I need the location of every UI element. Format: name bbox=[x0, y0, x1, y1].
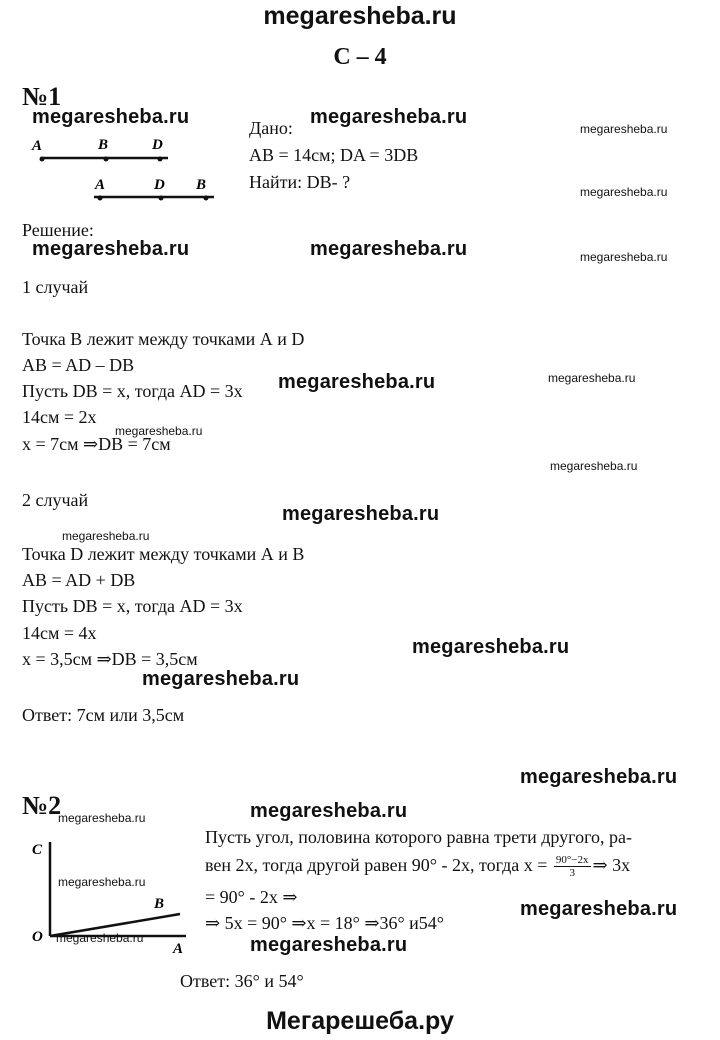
watermark: megaresheba.ru bbox=[62, 529, 150, 543]
case2-line: x = 3,5см ⇒DB = 3,5см bbox=[22, 649, 198, 669]
task1-answer: Ответ: 7см или 3,5см bbox=[22, 705, 185, 725]
watermark: megaresheba.ru bbox=[250, 934, 408, 956]
case1-line: 14см = 2x bbox=[22, 407, 97, 427]
watermark: megaresheba.ru bbox=[550, 459, 638, 473]
case1-line: Точка В лежит между точками А и D bbox=[22, 329, 305, 349]
case2-line: Точка D лежит между точками А и В bbox=[22, 544, 305, 564]
point-a1 bbox=[40, 157, 45, 162]
watermark: megaresheba.ru bbox=[56, 931, 144, 945]
watermark: megaresheba.ru bbox=[520, 766, 678, 788]
watermark: megaresheba.ru bbox=[580, 185, 668, 199]
watermark: megaresheba.ru bbox=[282, 503, 440, 525]
point-d2 bbox=[159, 196, 164, 201]
find-text: Найти: DB- ? bbox=[249, 172, 351, 192]
case1-line: Пусть DB = x, тогда AD = 3x bbox=[22, 381, 243, 401]
task2-line-2-text: вен 2x, тогда другой равен 90° - 2x, тогда x = bbox=[205, 855, 548, 875]
point-b2 bbox=[204, 196, 209, 201]
task2-answer: Ответ: 36° и 54° bbox=[180, 971, 304, 991]
section-title: С – 4 bbox=[333, 44, 387, 70]
case2-line: Пусть DB = x, тогда AD = 3x bbox=[22, 596, 243, 616]
case1-title: 1 случай bbox=[22, 277, 89, 297]
fraction-numerator: 90°−2x bbox=[555, 854, 589, 867]
watermark: megaresheba.ru bbox=[310, 106, 468, 128]
given-label: Дано: bbox=[249, 118, 293, 138]
case2-title: 2 случай bbox=[22, 490, 89, 510]
watermark: megaresheba.ru bbox=[58, 875, 146, 889]
watermark: megaresheba.ru bbox=[548, 371, 636, 385]
case1-line: AB = AD – DB bbox=[22, 355, 135, 375]
label-o: O bbox=[32, 929, 43, 945]
case1-line: x = 7см ⇒DB = 7см bbox=[22, 434, 171, 454]
task2-line-2-tail: ⇒ 3x bbox=[592, 855, 631, 875]
task1-figure bbox=[28, 134, 228, 204]
watermark: megaresheba.ru bbox=[310, 238, 468, 260]
solution-label: Решение: bbox=[22, 220, 94, 240]
label-d2: D bbox=[154, 177, 165, 193]
watermark: megaresheba.ru bbox=[32, 106, 190, 128]
footer-site: Мегарешеба.ру bbox=[266, 1007, 454, 1035]
case2-line: AB = AD + DB bbox=[22, 570, 136, 590]
label-c: C bbox=[32, 842, 43, 858]
watermark: megaresheba.ru bbox=[520, 898, 678, 920]
header-site: megaresheba.ru bbox=[263, 2, 457, 30]
label-b1: B bbox=[98, 137, 109, 153]
watermark: megaresheba.ru bbox=[580, 122, 668, 136]
task2-line-1: Пусть угол, половина которого равна трети другого, ра- bbox=[205, 827, 632, 847]
task2-line-3: = 90° - 2x ⇒ bbox=[205, 887, 298, 907]
label-a2: A bbox=[95, 177, 106, 193]
point-d1 bbox=[158, 157, 163, 162]
label-b2: B bbox=[196, 177, 207, 193]
label-d1: D bbox=[152, 137, 163, 153]
watermark: megaresheba.ru bbox=[115, 424, 203, 438]
case2-line: 14см = 4x bbox=[22, 623, 97, 643]
watermark: megaresheba.ru bbox=[278, 371, 436, 393]
task2-line-4: ⇒ 5x = 90° ⇒x = 18° ⇒36° и54° bbox=[205, 913, 444, 933]
watermark: megaresheba.ru bbox=[580, 250, 668, 264]
watermark: megaresheba.ru bbox=[412, 636, 570, 658]
task1-number: №1 bbox=[22, 82, 62, 111]
watermark: megaresheba.ru bbox=[58, 811, 146, 825]
watermark: megaresheba.ru bbox=[32, 238, 190, 260]
label-a1: A bbox=[32, 138, 43, 154]
fraction-denominator: 3 bbox=[569, 867, 575, 880]
label-b: B bbox=[154, 896, 165, 912]
task2-line-2 bbox=[205, 854, 630, 879]
task2-number: №2 bbox=[22, 791, 62, 820]
watermark: megaresheba.ru bbox=[250, 800, 408, 822]
given-values: AB = 14см; DA = 3DB bbox=[249, 145, 419, 165]
watermark: megaresheba.ru bbox=[142, 668, 300, 690]
point-a2 bbox=[98, 196, 103, 201]
point-b1 bbox=[104, 157, 109, 162]
label-a: A bbox=[173, 941, 184, 956]
fraction bbox=[554, 854, 591, 879]
